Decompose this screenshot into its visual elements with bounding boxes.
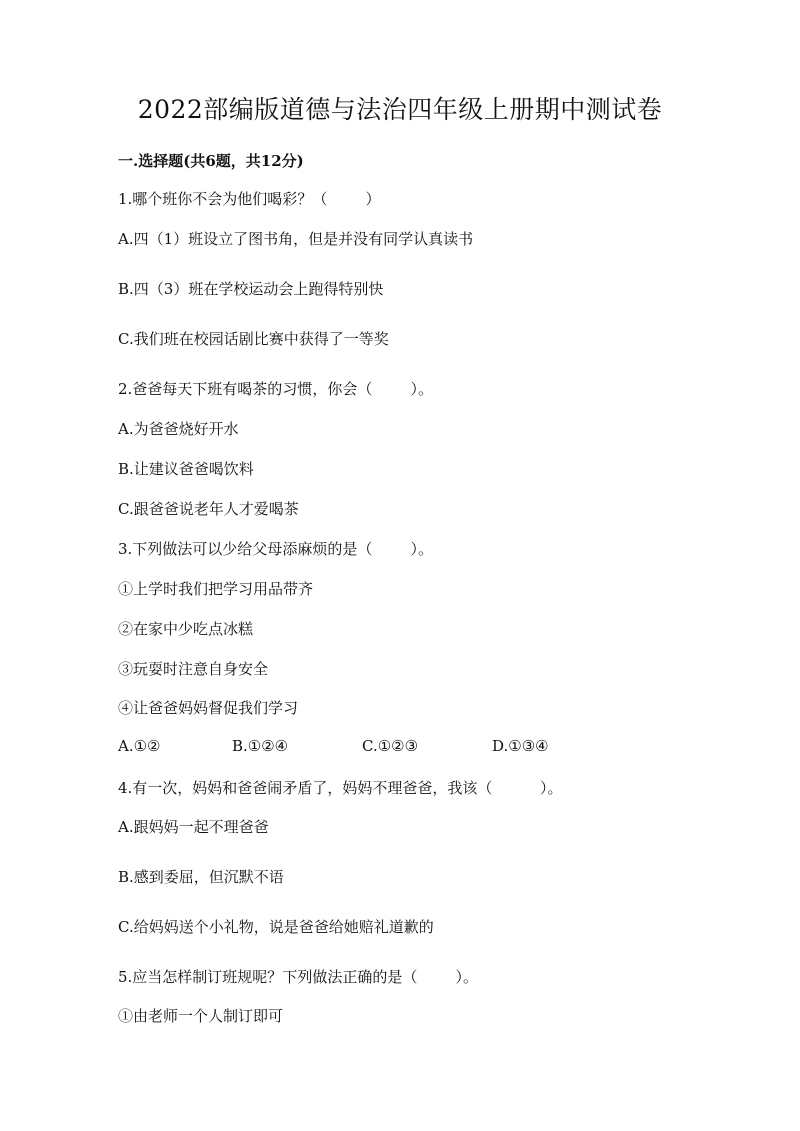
question-3-statement-3: ③玩耍时注意自身安全 (118, 660, 269, 678)
question-4-option-b: B.感到委屈，但沉默不语 (118, 868, 284, 886)
section-heading: 一.选择题(共6题，共12分) (118, 152, 304, 170)
question-3-statement-2: ②在家中少吃点冰糕 (118, 620, 254, 638)
question-2-option-b: B.让建议爸爸喝饮料 (118, 460, 254, 478)
question-3-statement-1: ①上学时我们把学习用品带齐 (118, 580, 314, 598)
question-3-option-a: A.①② (118, 737, 161, 755)
question-5-statement-1: ①由老师一个人制订即可 (118, 1007, 284, 1025)
question-4-option-a: A.跟妈妈一起不理爸爸 (118, 818, 269, 836)
question-2-option-a: A.为爸爸烧好开水 (118, 420, 239, 438)
question-1-stem: 1.哪个班你不会为他们喝彩？（ ） (118, 190, 381, 208)
question-1-option-b: B.四（3）班在学校运动会上跑得特别快 (118, 280, 384, 298)
question-3-option-d: D.①③④ (492, 737, 549, 755)
question-5-stem: 5.应当怎样制订班规呢？下列做法正确的是（ ）。 (118, 968, 478, 986)
question-3-stem: 3.下列做法可以少给父母添麻烦的是（ ）。 (118, 540, 433, 558)
question-3-option-c: C.①②③ (362, 737, 419, 755)
question-3-option-b: B.①②④ (232, 737, 289, 755)
page-title: 2022部编版道德与法治四年级上册期中测试卷 (137, 95, 663, 124)
question-3-statement-4: ④让爸爸妈妈督促我们学习 (118, 699, 299, 717)
question-1-option-a: A.四（1）班设立了图书角，但是并没有同学认真读书 (118, 230, 474, 248)
question-4-stem: 4.有一次，妈妈和爸爸闹矛盾了，妈妈不理爸爸，我该（ ）。 (118, 779, 563, 797)
question-2-stem: 2.爸爸每天下班有喝茶的习惯，你会（ ）。 (118, 380, 433, 398)
question-2-option-c: C.跟爸爸说老年人才爱喝茶 (118, 500, 299, 518)
question-1-option-c: C.我们班在校园话剧比赛中获得了一等奖 (118, 330, 389, 348)
question-4-option-c: C.给妈妈送个小礼物，说是爸爸给她赔礼道歉的 (118, 918, 434, 936)
